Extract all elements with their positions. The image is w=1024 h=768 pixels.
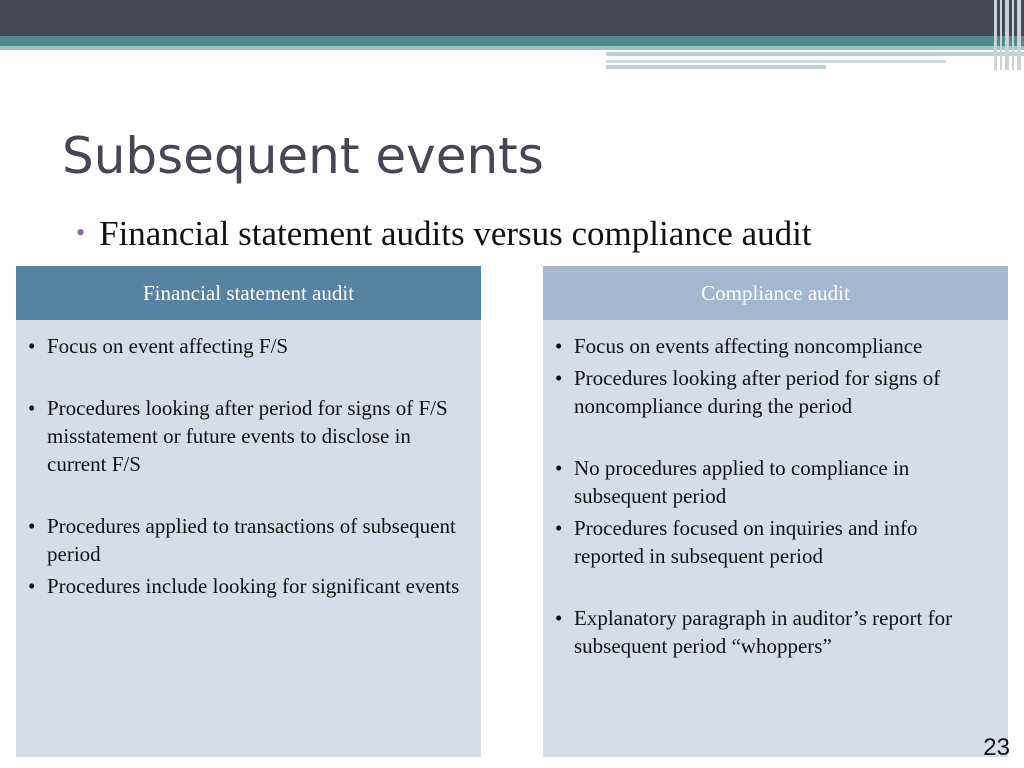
top-banner-teal — [0, 36, 1024, 46]
column-header: Compliance audit — [543, 266, 1008, 320]
page-number: 23 — [983, 734, 1010, 761]
list-item: • Procedures focused on inquiries and info reported in subsequent period — [555, 514, 990, 570]
column-header: Financial statement audit — [16, 266, 481, 320]
decorative-stripes — [994, 0, 1024, 70]
top-banner-light — [0, 46, 1024, 50]
subtitle-text: Financial statement audits versus compliance audit — [99, 214, 812, 253]
accent-line — [606, 65, 826, 69]
accent-line — [606, 52, 1024, 56]
list-item: • Focus on event affecting F/S — [28, 332, 463, 360]
financial-statement-audit-column — [16, 266, 481, 757]
list-item: • Procedures include looking for significant events — [28, 572, 463, 600]
slide-title: Subsequent events — [62, 127, 544, 185]
list-item: • Explanatory paragraph in auditor’s report for subsequent period “whoppers” — [555, 604, 990, 660]
list-item: • No procedures applied to compliance in subsequent period — [555, 454, 990, 510]
slide-subtitle — [76, 212, 812, 259]
list-item: • Procedures applied to transactions of subsequent period — [28, 512, 463, 568]
column-body — [16, 320, 481, 757]
bullet-list — [28, 332, 463, 600]
column-body — [543, 320, 1008, 757]
list-item: • Focus on events affecting noncompliance — [555, 332, 990, 360]
accent-line — [606, 60, 946, 63]
compliance-audit-column — [543, 266, 1008, 757]
list-item: • Procedures looking after period for signs of noncompliance during the period — [555, 364, 990, 420]
top-banner-dark — [0, 0, 1024, 36]
bullet-list — [555, 332, 990, 660]
bullet-icon: • — [76, 218, 86, 247]
list-item: • Procedures looking after period for signs of F/S misstatement or future events to disclose in current F/S — [28, 394, 463, 478]
